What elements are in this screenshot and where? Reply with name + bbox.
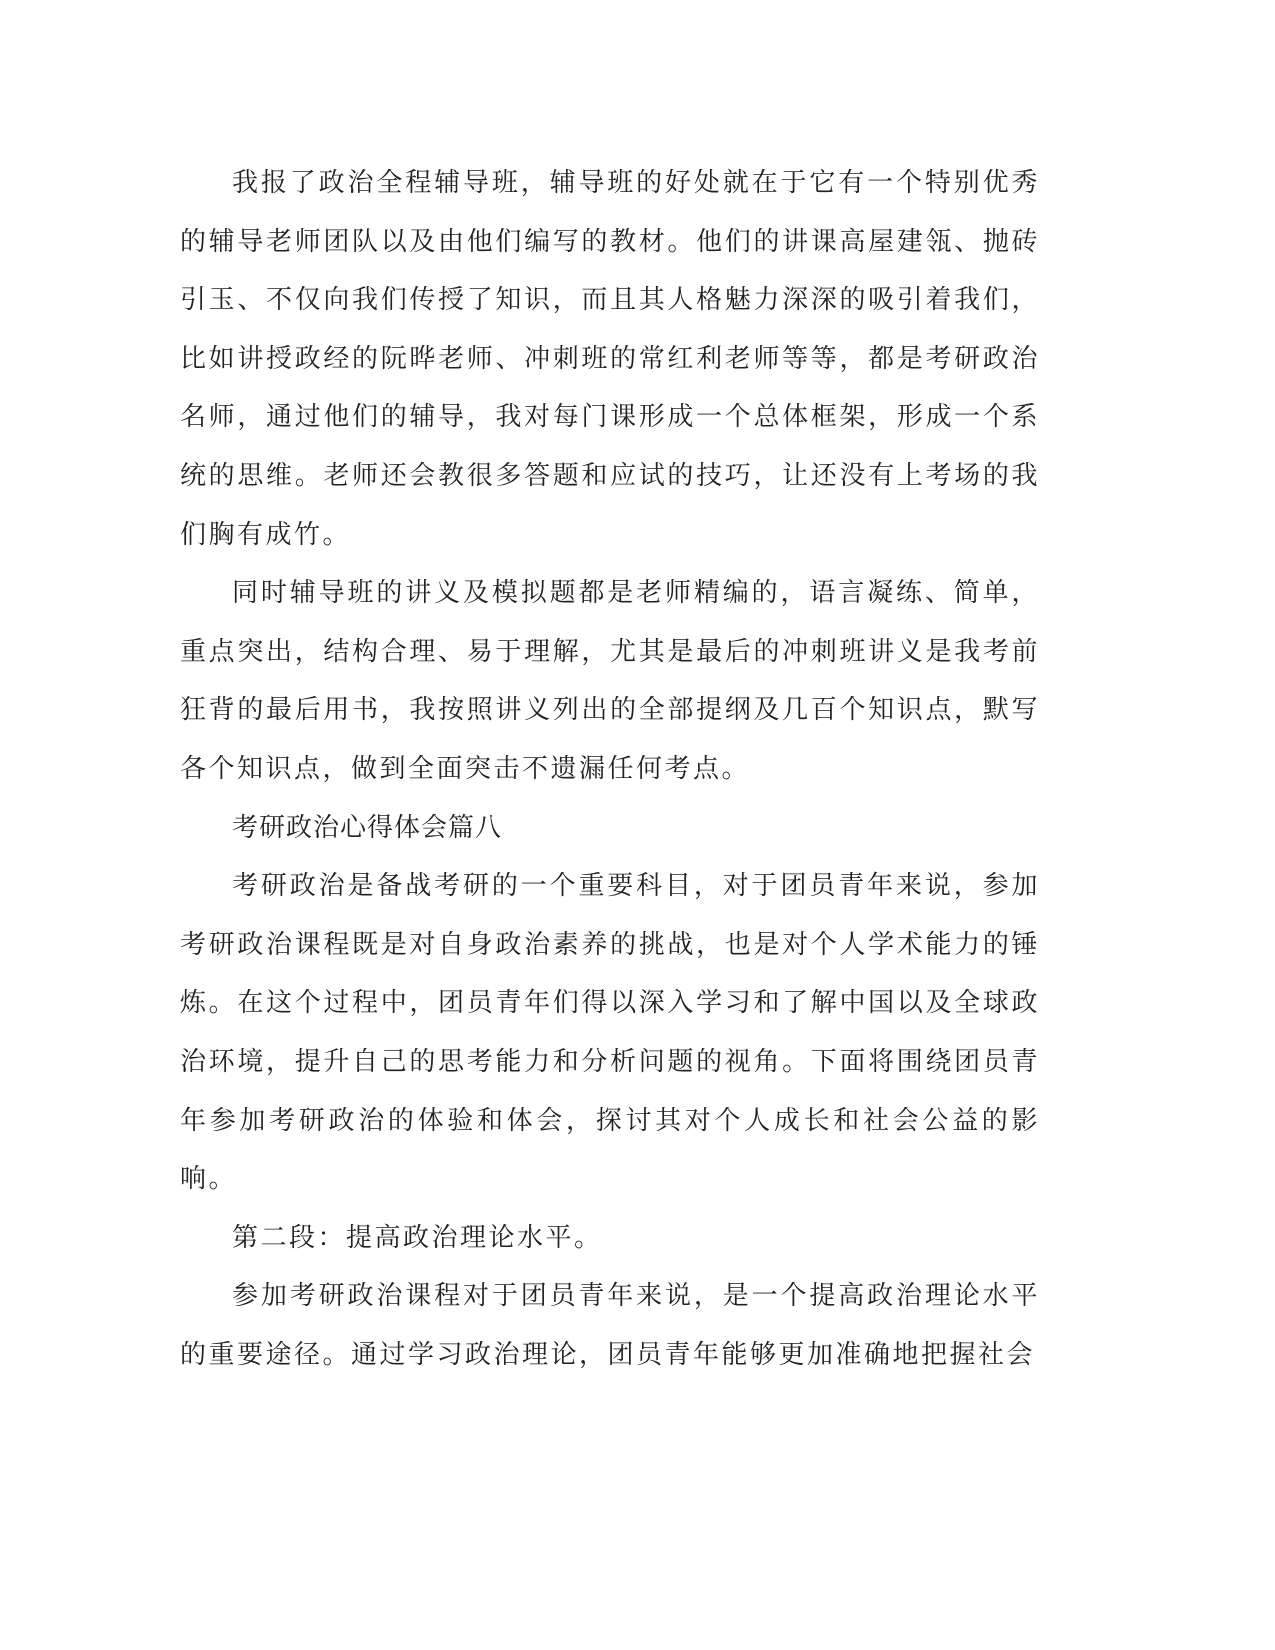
section-heading: 考研政治心得体会篇八 <box>232 812 503 843</box>
paragraph-theory-level: 参加考研政治课程对于团员青年来说，是一个提高政治理论水平的重要途径。通过学习政治理论，团员青年能够更加准确地把握社会 <box>180 1281 1040 1370</box>
subheading-second-section: 第二段：提高政治理论水平。 <box>232 1222 603 1253</box>
paragraph-intro: 考研政治是备战考研的一个重要科目，对于团员青年来说，参加考研政治课程既是对自身政治素养的挑战，也是对个人学术能力的锤炼。在这个过程中，团员青年们得以深入学习和了解中国以及全球政治环境，提升自己的思考能力和分析问题的视角。下面将围绕团员青年参加考研政治的体验和体会，探讨其对个人成长和社会公益的影响。 <box>180 871 1040 1195</box>
document-body <box>180 154 1040 1384</box>
paragraph-handouts: 同时辅导班的讲义及模拟题都是老师精编的，语言凝练、简单，重点突出，结构合理、易于理解，尤其是最后的冲刺班讲义是我考前狂背的最后用书，我按照讲义列出的全部提纲及几百个知识点，默写各个知识点，做到全面突击不遗漏任何考点。 <box>180 578 1040 784</box>
paragraph-tutoring-class: 我报了政治全程辅导班，辅导班的好处就在于它有一个特别优秀的辅导老师团队以及由他们编写的教材。他们的讲课高屋建瓴、抛砖引玉、不仅向我们传授了知识，而且其人格魅力深深的吸引着我们，比如讲授政经的阮晔老师、冲刺班的常红利老师等等，都是考研政治名师，通过他们的辅导，我对每门课形成一个总体框架，形成一个系统的思维。老师还会教很多答题和应试的技巧，让还没有上考场的我们胸有成竹。 <box>180 168 1040 550</box>
